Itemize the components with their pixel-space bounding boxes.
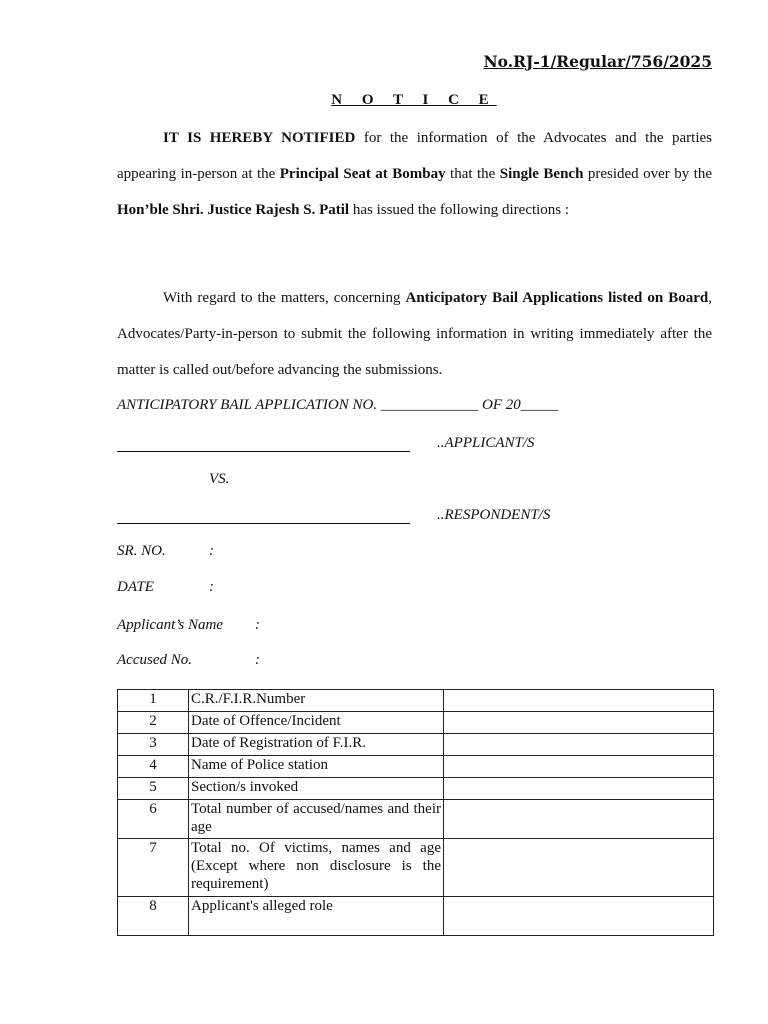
row-number: 6 — [118, 800, 189, 839]
date-colon: : — [209, 579, 214, 595]
applicant-name-colon: : — [255, 617, 260, 633]
table-row — [118, 800, 714, 839]
applicant-blank-line — [117, 451, 410, 452]
matters-phrase: Anticipatory Bail Applications listed on Board — [405, 290, 709, 306]
notified-phrase: IT IS HEREBY NOTIFIED — [163, 130, 356, 146]
respondent-label: ..RESPONDENT/S — [437, 507, 551, 523]
date-label: DATE — [117, 579, 154, 595]
directions-paragraph — [117, 280, 712, 388]
sr-no-label: SR. NO. — [117, 543, 166, 559]
row-value-cell[interactable] — [444, 690, 714, 712]
application-number-line: ANTICIPATORY BAIL APPLICATION NO. _____________ OF 20_____ — [117, 397, 559, 413]
respondent-blank-line — [117, 523, 410, 524]
para1-text-a: for the information of the Advocates and the parties appearing in-person at the — [117, 130, 712, 182]
row-description: Date of Registration of F.I.R. — [189, 734, 444, 756]
row-value-cell[interactable] — [444, 778, 714, 800]
notice-title: N O T I C E — [331, 92, 497, 108]
row-number: 5 — [118, 778, 189, 800]
case-info-table — [117, 689, 714, 936]
row-description: Total number of accused/names and their age — [189, 800, 444, 839]
row-description: Total no. Of victims, names and age (Except where non disclosure is the requirement) — [189, 839, 444, 897]
row-value-cell[interactable] — [444, 712, 714, 734]
applicant-label: ..APPLICANT/S — [437, 435, 535, 451]
row-value-cell[interactable] — [444, 839, 714, 897]
reference-number: No.RJ-1/Regular/756/2025 — [483, 52, 712, 71]
para1-text-b: that the — [445, 166, 500, 182]
table-row — [118, 690, 714, 712]
para1-text-c: presided over by the — [583, 166, 713, 182]
row-description: Date of Offence/Incident — [189, 712, 444, 734]
row-number: 8 — [118, 897, 189, 936]
bench-name: Single Bench — [499, 166, 584, 182]
table-row — [118, 756, 714, 778]
row-number: 2 — [118, 712, 189, 734]
row-number: 7 — [118, 839, 189, 897]
table-row — [118, 712, 714, 734]
accused-no-label: Accused No. — [117, 652, 192, 668]
accused-no-colon: : — [255, 652, 260, 668]
seat-name: Principal Seat at Bombay — [279, 166, 446, 182]
sr-no-colon: : — [209, 543, 214, 559]
row-value-cell[interactable] — [444, 897, 714, 936]
table-row — [118, 839, 714, 897]
row-value-cell[interactable] — [444, 734, 714, 756]
notification-paragraph — [117, 120, 712, 228]
row-description: Applicant's alleged role — [189, 897, 444, 936]
table-row — [118, 897, 714, 936]
row-description: Section/s invoked — [189, 778, 444, 800]
row-number: 4 — [118, 756, 189, 778]
versus-label: VS. — [209, 471, 230, 487]
table-row — [118, 778, 714, 800]
applicant-name-label: Applicant’s Name — [117, 617, 223, 633]
para1-text-d: has issued the following directions : — [349, 202, 570, 218]
table-row — [118, 734, 714, 756]
justice-name: Hon’ble Shri. Justice Rajesh S. Patil — [117, 202, 350, 218]
row-number: 3 — [118, 734, 189, 756]
para2-text-a: With regard to the matters, concerning — [163, 290, 406, 306]
row-value-cell[interactable] — [444, 800, 714, 839]
row-number: 1 — [118, 690, 189, 712]
row-description: Name of Police station — [189, 756, 444, 778]
row-value-cell[interactable] — [444, 756, 714, 778]
para2-text-b: , Advocates/Party-in-person to submit the following information in writing immediately after the matter is called out/before advancing the submissions. — [117, 290, 712, 378]
row-description: C.R./F.I.R.Number — [189, 690, 444, 712]
